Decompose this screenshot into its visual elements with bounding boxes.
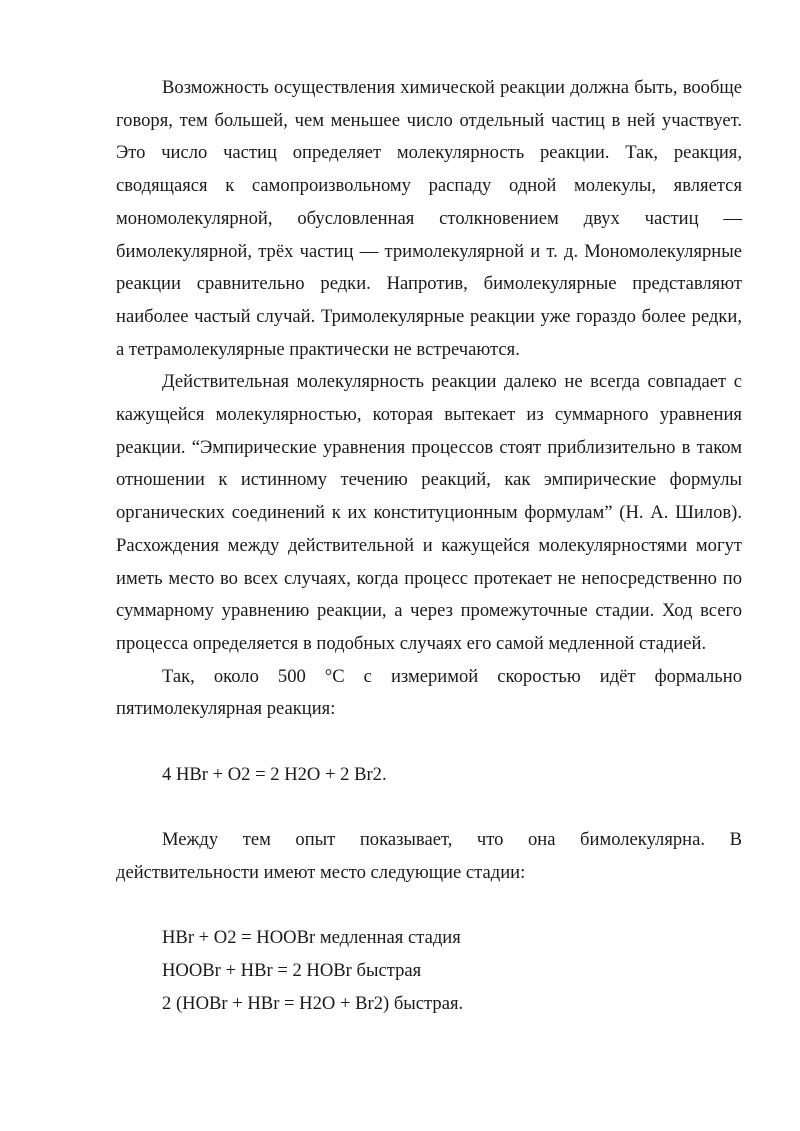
spacer <box>116 791 742 824</box>
equation-stage-fast-1: HOOBr + HBr = 2 HOBr быстрая <box>162 959 422 981</box>
spacer <box>116 726 742 759</box>
paragraph-example-intro: Так, около 500 °С с измеримой скоростью идёт формально пятимолекулярная реакция: <box>116 665 742 720</box>
spacer <box>116 890 742 923</box>
paragraph-apparent-molecularity: Действительная молекулярность реакции далеко не всегда совпадает с кажущейся молекулярностью, которая вытекает из суммарного уравнения реакции. “Эмпирические уравнения процессов стоят приблизительно в таком отношении к истинному течению реакций, как эмпирические формулы органических соединений к их конституционным формулам” (Н. А. Шилов). Расхождения между действительной и кажущейся молекулярностями могут иметь место во всех случаях, когда процесс протекает не непосредственно по суммарному уравнению реакции, а через промежуточные стадии. Ход всего процесса определяется в подобных случаях его самой медленной стадией. <box>116 371 742 654</box>
equation-stage-fast-2: 2 (HOBr + HBr = H2O + Br2) быстрая. <box>162 992 464 1014</box>
equation-overall: 4 HBr + O2 = 2 H2O + 2 Br2. <box>162 763 387 785</box>
paragraph-stages-intro: Между тем опыт показывает, что она бимолекулярна. В действительности имеют место следующие стадии: <box>116 829 742 883</box>
equation-stage-slow: HBr + O2 = HOOBr медленная стадия <box>162 927 461 949</box>
document-body <box>116 72 742 1020</box>
paragraph-molecularity-intro: Возможность осуществления химической реакции должна быть, вообще говоря, тем большей, чем меньшее число отдельный частиц в ней участвует. Это число частиц определяет молекулярность реакции. Так, реакция, сводящаяся к самопроизвольному распаду одной молекулы, является мономолекулярной, обусловленная столкновением двух частиц — бимолекулярной, трёх частиц — тримолекулярной и т. д. Мономолекулярные реакции сравнительно редки. Напротив, бимолекулярные представляют наиболее частый случай. Тримолекулярные реакции уже гораздо более редки, а тетрамолекулярные практически не встречаются. <box>116 77 742 360</box>
